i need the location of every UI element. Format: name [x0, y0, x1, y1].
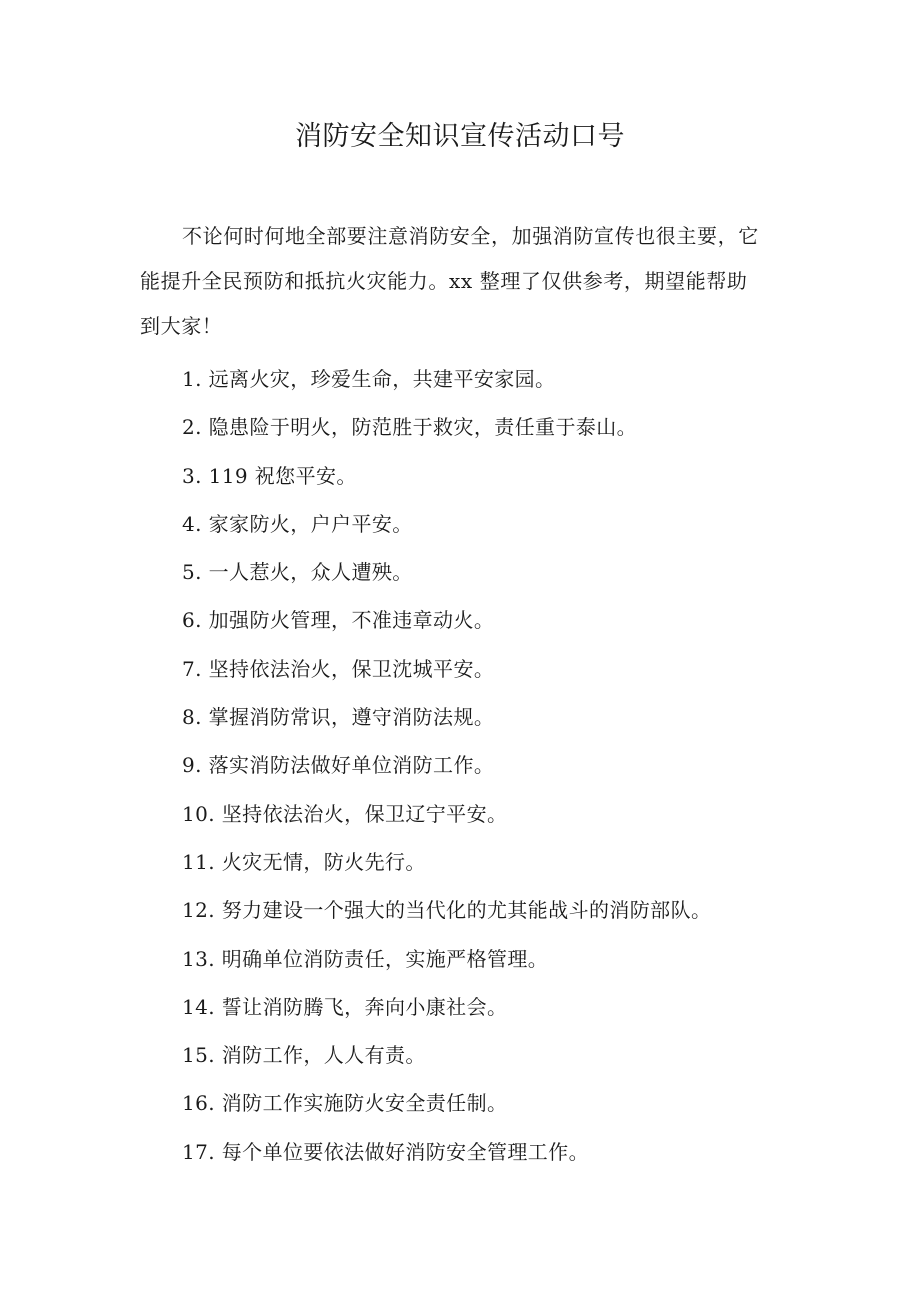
- slogan-item: 4. 家家防火，户户平安。: [182, 511, 413, 536]
- slogan-item: 9. 落实消防法做好单位消防工作。: [182, 753, 495, 778]
- slogan-item: 16. 消防工作实施防火安全责任制。: [182, 1091, 508, 1116]
- slogan-item: 2. 隐患险于明火，防范胜于救灾，责任重于泰山。: [182, 415, 638, 440]
- intro-line: 不论何时何地全部要注意消防安全，加强消防宣传也很主要，它: [182, 224, 759, 248]
- slogan-item: 1. 远离火灾，珍爱生命，共建平安家园。: [182, 367, 556, 391]
- slogan-item: 7. 坚持依法治火，保卫沈城平安。: [182, 656, 495, 681]
- intro-line: 能提升全民预防和抵抗火灾能力。xx 整理了仅供参考，期望能帮助: [140, 269, 748, 293]
- slogan-item: 14. 誓让消防腾飞，奔向小康社会。: [182, 994, 508, 1019]
- slogan-item: 10. 坚持依法治火，保卫辽宁平安。: [182, 801, 508, 826]
- slogan-item: 17. 每个单位要依法做好消防安全管理工作。: [182, 1139, 589, 1164]
- slogan-item: 12. 努力建设一个强大的当代化的尤其能战斗的消防部队。: [182, 898, 712, 923]
- slogan-item: 8. 掌握消防常识，遵守消防法规。: [182, 705, 495, 730]
- slogan-item: 13. 明确单位消防责任，实施严格管理。: [182, 946, 549, 971]
- slogan-item: 15. 消防工作，人人有责。: [182, 1043, 426, 1068]
- slogan-item: 5. 一人惹火，众人遭殃。: [182, 560, 413, 585]
- slogan-item: 3. 119 祝您平安。: [182, 463, 357, 488]
- intro-line: 到大家！: [140, 314, 223, 338]
- intro-paragraph: [140, 214, 785, 349]
- slogan-item: 6. 加强防火管理，不准违章动火。: [182, 608, 495, 633]
- slogan-list: [182, 357, 711, 1178]
- slogan-item: 11. 火灾无情，防火先行。: [182, 849, 426, 874]
- document-title: 消防安全知识宣传活动口号: [295, 121, 625, 152]
